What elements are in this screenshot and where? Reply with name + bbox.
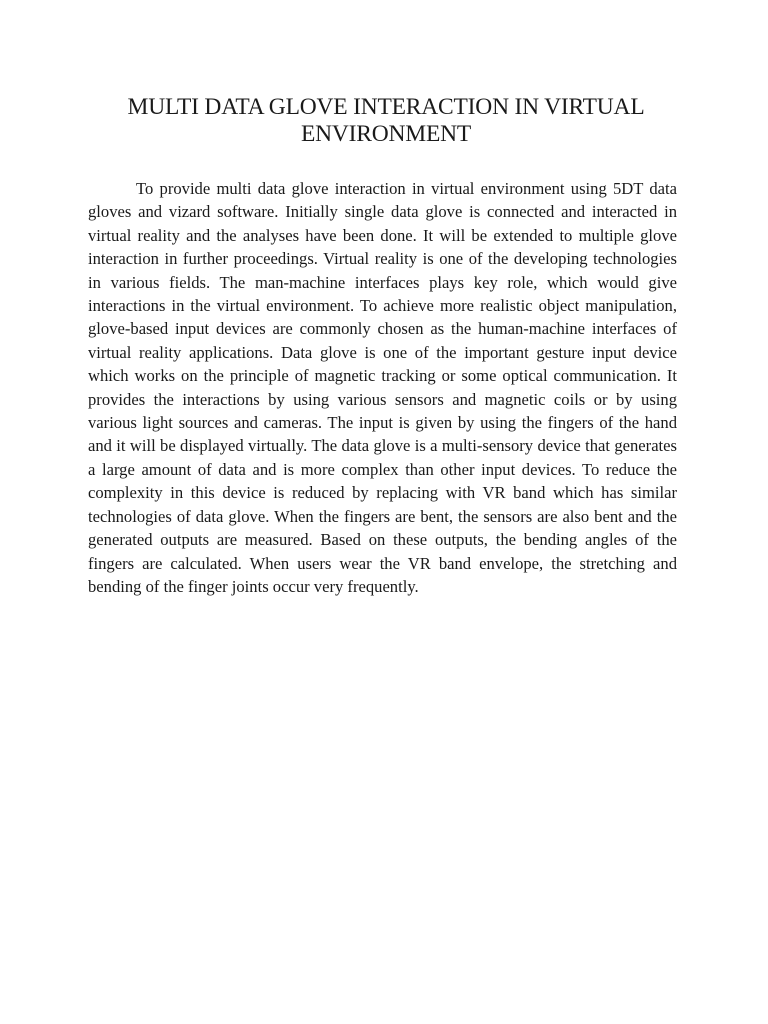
title-line-2: ENVIRONMENT [300, 121, 472, 147]
body-paragraph: To provide multi data glove interaction in virtual environment using 5DT data gloves and vizard software. Initially single data glove is connected and interacted in virtual reality and the analyses have been done. It will be extended to multiple glove interaction in further proceedings. Virtual reality is one of the developing technologies in various fields. The man-machine interfaces plays key role, which would give interactions in the virtual environment. To achieve more realistic object manipulation, glove-based input devices are commonly chosen as the human-machine interfaces of virtual reality applications. Data glove is one of the important gesture input device which works on the principle of magnetic tracking or some optical communication. It provides the interactions by using various sensors and magnetic coils or by using various light sources and cameras. The input is given by using the fingers of the hand and it will be displayed virtually. The data glove is a multi-sensory device that generates a large amount of data and is more complex than other input devices. To reduce the complexity in this device is reduced by replacing with VR band which has similar technologies of data glove. When the fingers are bent, the sensors are also bent and the generated outputs are measured. Based on these outputs, the bending angles of the fingers are calculated. When users wear the VR band envelope, the stretching and bending of the finger joints occur very frequently. [88, 179, 677, 596]
page-title [96, 94, 676, 148]
title-line-1: MULTI DATA GLOVE INTERACTION IN VIRTUAL [127, 94, 645, 120]
